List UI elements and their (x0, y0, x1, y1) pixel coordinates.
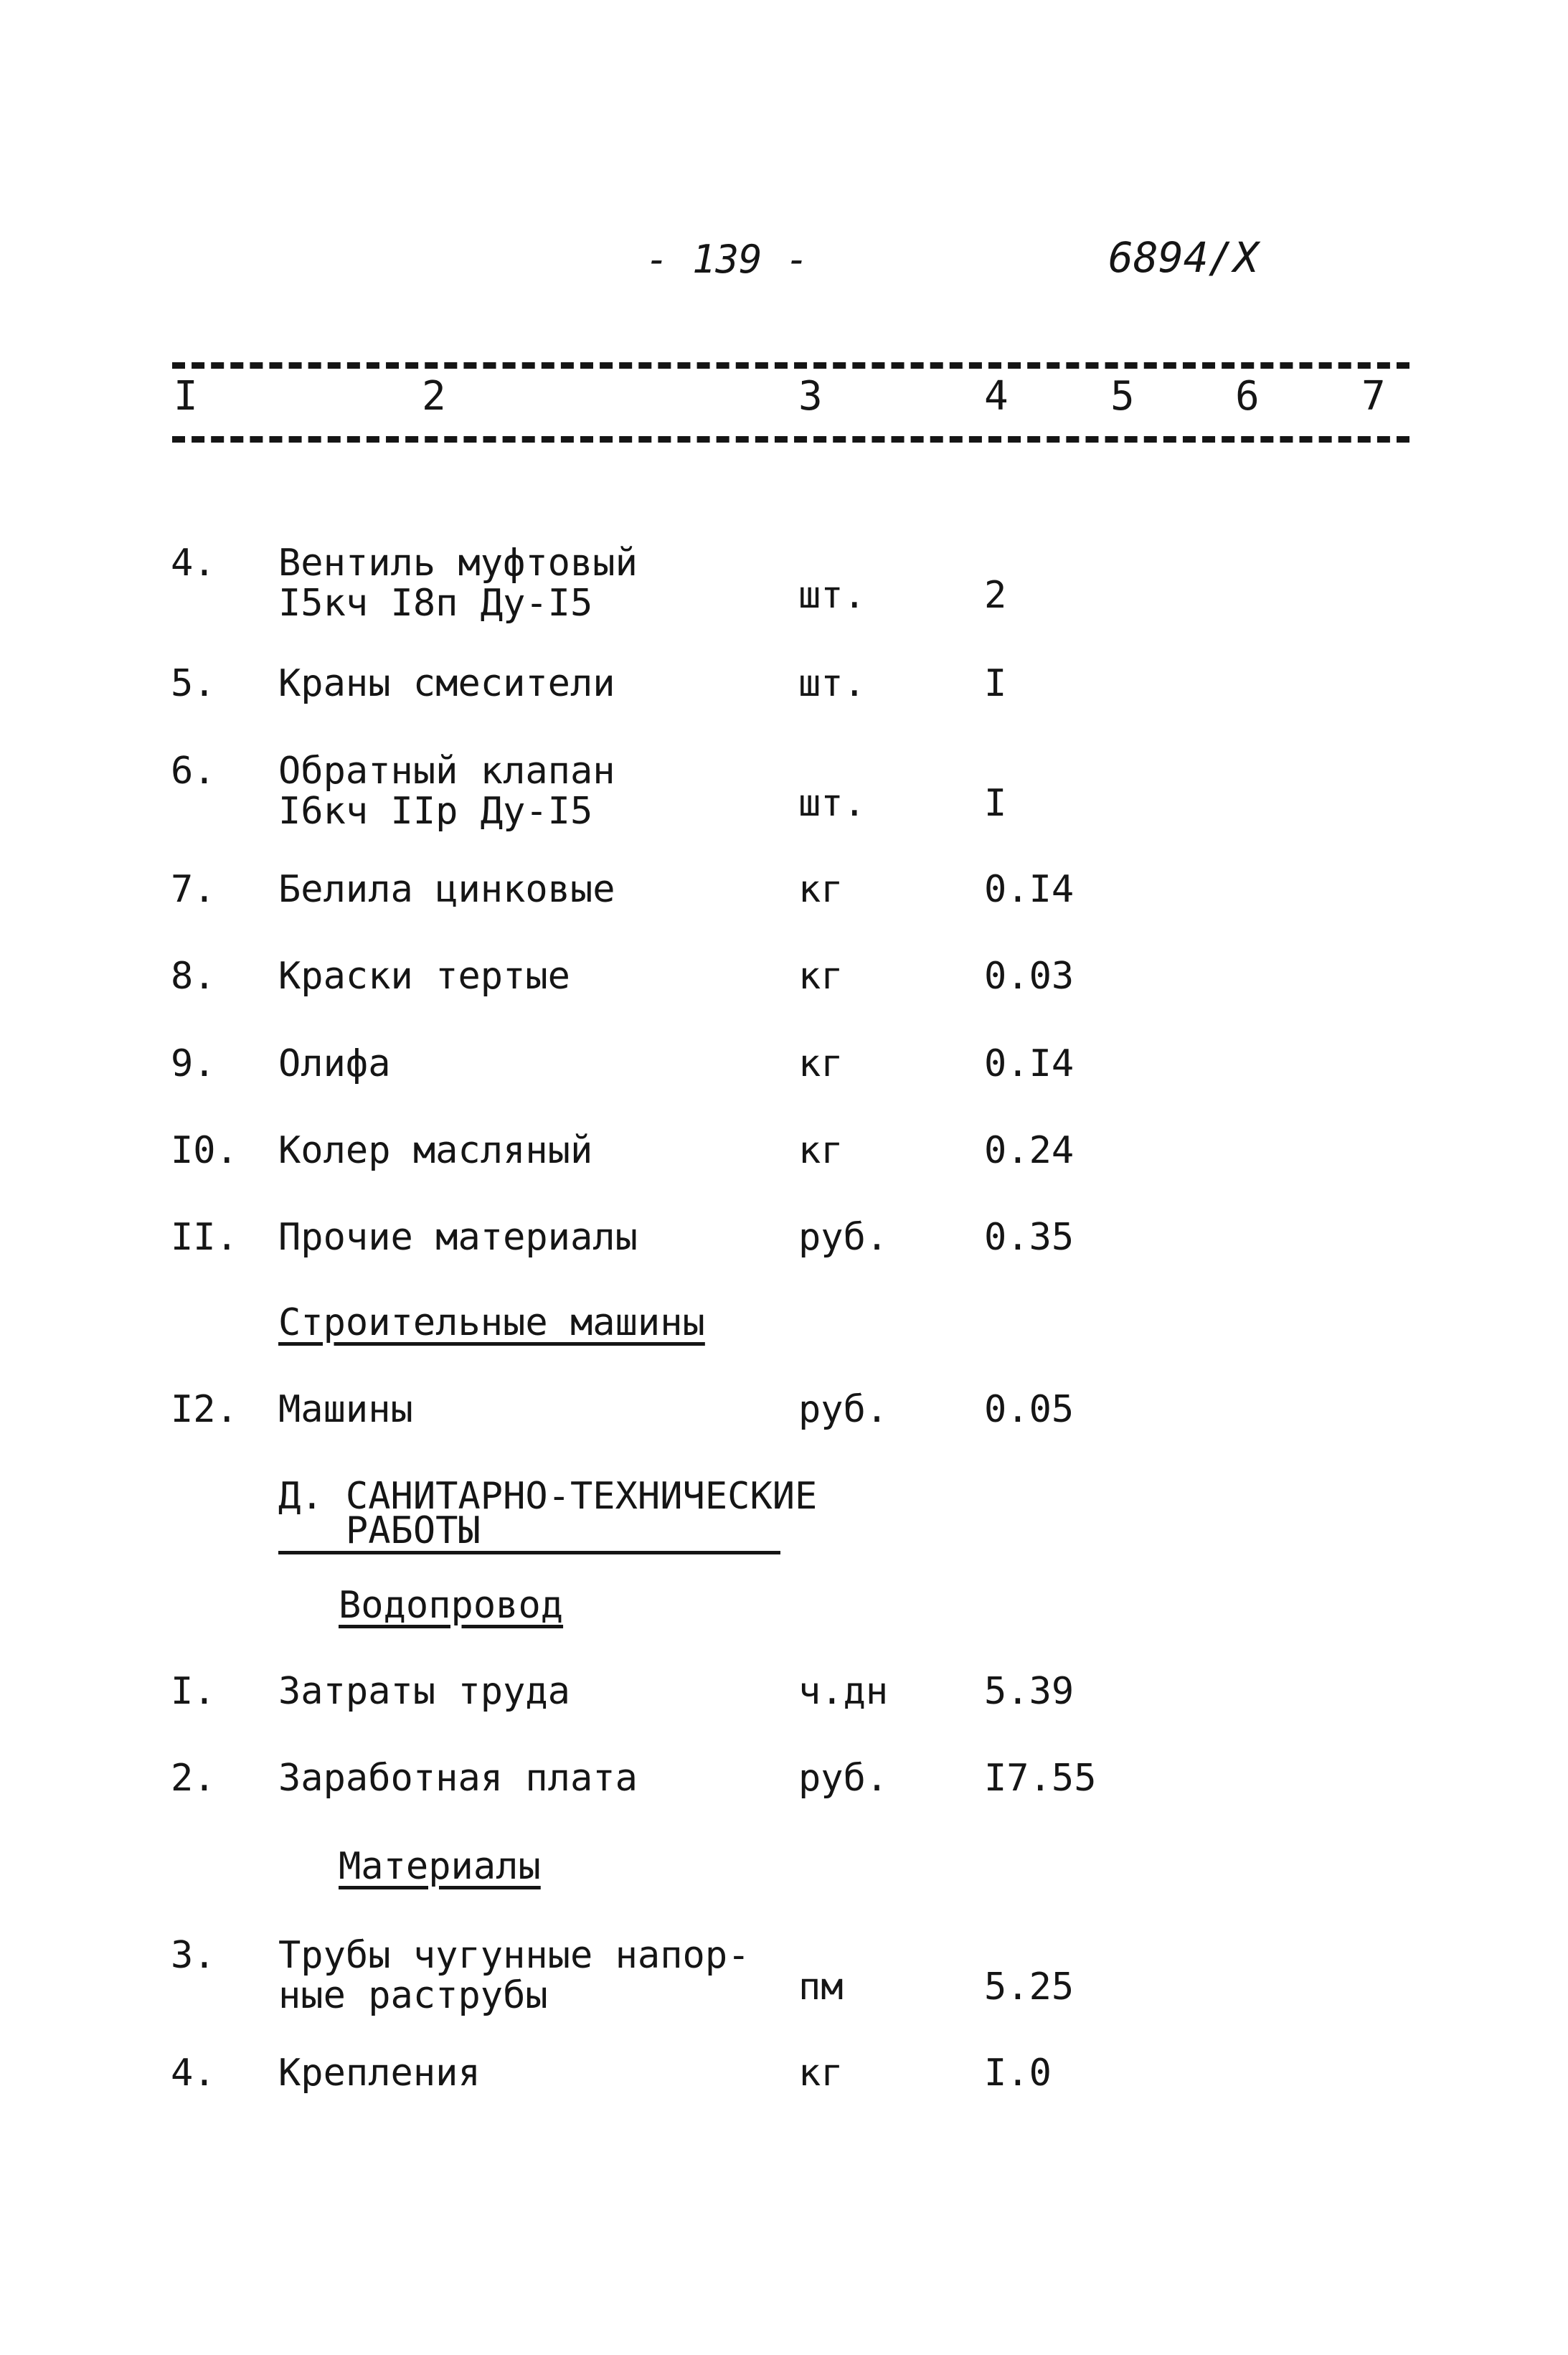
row-quantity: 0.I4 (984, 1042, 1075, 1085)
row-number: 8. (171, 955, 216, 998)
row-number: I. (171, 1670, 216, 1713)
row-name: Краски тертые (278, 955, 570, 998)
row-name: Крепления (278, 2052, 481, 2095)
row-quantity: I.0 (984, 2052, 1052, 2095)
row-unit: шт. (798, 662, 866, 705)
document-code: 6894/X (1108, 233, 1259, 282)
row-unit: кг (798, 955, 844, 998)
row-quantity: 5.25 (984, 1965, 1075, 2009)
row-unit: шт. (798, 782, 866, 825)
section-heading-water-supply: Водопровод (339, 1584, 564, 1627)
section-heading-sanitary: Д. САНИТАРНО-ТЕХНИЧЕСКИЕ РАБОТЫ (278, 1475, 818, 1552)
table-header-rule (172, 436, 1409, 443)
section-heading-machines: Строительные машины (278, 1301, 705, 1344)
row-unit: кг (798, 1042, 844, 1085)
row-quantity: 2 (984, 574, 1007, 617)
page-number: - 139 - (646, 237, 809, 282)
column-header-2: 2 (422, 373, 446, 420)
row-unit: пм (798, 1965, 844, 2009)
row-unit: ч.дн (798, 1670, 889, 1713)
row-quantity: I (984, 662, 1007, 705)
row-name: Вентиль муфтовый I5кч I8п Ду-I5 (278, 542, 638, 625)
row-number: 4. (171, 2052, 216, 2095)
row-number: 7. (171, 868, 216, 911)
row-number: I0. (171, 1129, 238, 1172)
row-name: Машины (278, 1388, 413, 1431)
row-quantity: I (984, 782, 1007, 825)
column-header-5: 5 (1110, 373, 1135, 420)
row-name: Заработная плата (278, 1757, 638, 1800)
row-number: 5. (171, 662, 216, 705)
row-number: 9. (171, 1042, 216, 1085)
row-unit: руб. (798, 1757, 889, 1800)
row-unit: кг (798, 2052, 844, 2095)
row-number: 3. (171, 1934, 216, 1977)
row-name: Белила цинковые (278, 868, 615, 911)
row-number: 4. (171, 542, 216, 585)
column-header-7: 7 (1361, 373, 1386, 420)
row-unit: шт. (798, 574, 866, 617)
column-header-3: 3 (798, 373, 823, 420)
row-quantity: 0.03 (984, 955, 1075, 998)
row-name: Трубы чугунные напор- ные раструбы (278, 1934, 750, 2017)
row-quantity: 0.05 (984, 1388, 1075, 1431)
row-quantity: 0.35 (984, 1216, 1075, 1259)
row-number: 2. (171, 1757, 216, 1800)
section-heading-rule (278, 1551, 780, 1554)
row-number: I2. (171, 1388, 238, 1431)
column-header-1: I (174, 373, 198, 420)
row-name: Прочие материалы (278, 1216, 638, 1259)
row-number: II. (171, 1216, 238, 1259)
table-top-rule (172, 362, 1409, 369)
row-name: Олифа (278, 1042, 391, 1085)
row-unit: кг (798, 868, 844, 911)
row-quantity: 0.24 (984, 1129, 1075, 1172)
row-quantity: I7.55 (984, 1757, 1097, 1800)
row-name: Обратный клапан I6кч IIр Ду-I5 (278, 750, 615, 833)
row-unit: руб. (798, 1388, 889, 1431)
row-name: Затраты труда (278, 1670, 570, 1713)
row-name: Колер масляный (278, 1129, 593, 1172)
row-unit: руб. (798, 1216, 889, 1259)
column-header-4: 4 (984, 373, 1009, 420)
row-quantity: 0.I4 (984, 868, 1075, 911)
section-heading-materials: Материалы (339, 1845, 541, 1888)
row-quantity: 5.39 (984, 1670, 1075, 1713)
row-unit: кг (798, 1129, 844, 1172)
row-number: 6. (171, 750, 216, 793)
column-header-6: 6 (1235, 373, 1260, 420)
row-name: Краны смесители (278, 662, 615, 705)
